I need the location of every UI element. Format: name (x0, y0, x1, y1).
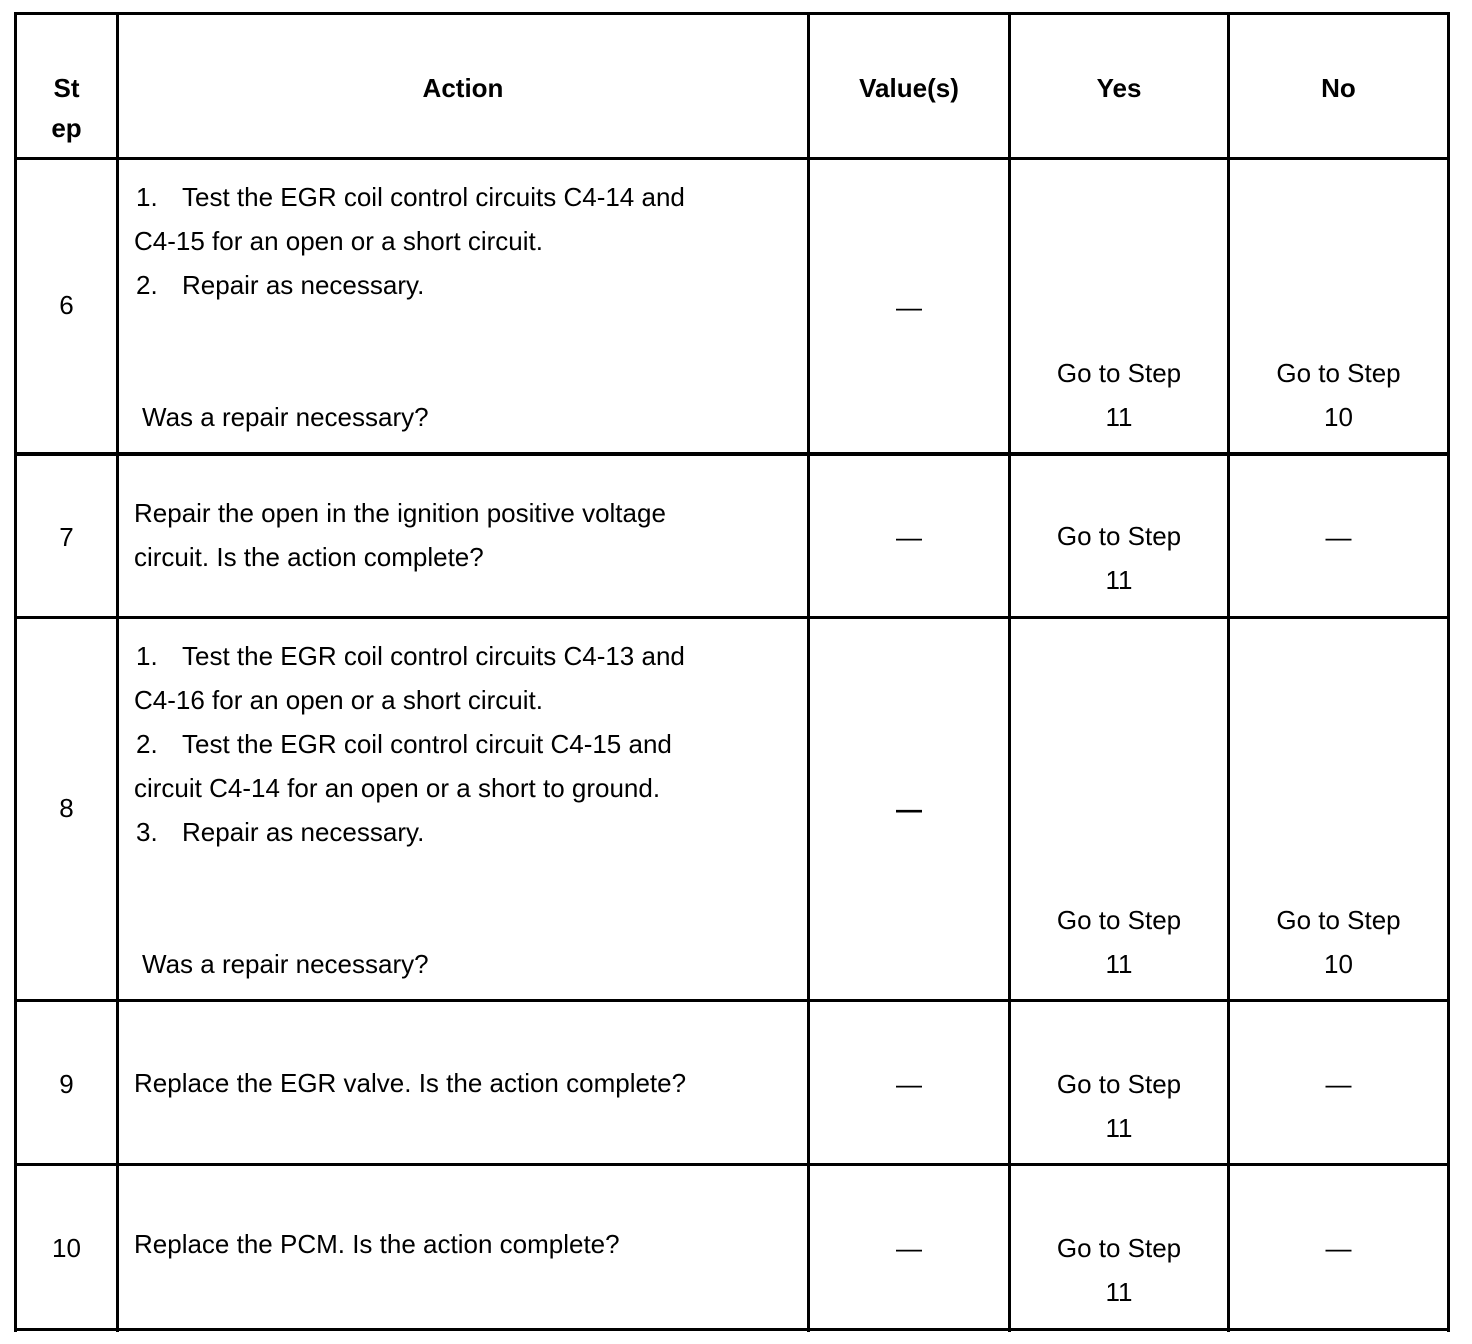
yes-cell: Go to Step 11 (1056, 1069, 1182, 1143)
no-cell: — (1325, 1233, 1352, 1263)
header-yes: Yes (1096, 73, 1142, 103)
value-cell: — (896, 1233, 922, 1263)
table-border-top (14, 12, 1450, 15)
no-cell: Go to Step 10 (1276, 358, 1401, 432)
yes-cell: Go to Step 11 (1056, 905, 1182, 979)
action-question: Was a repair necessary? (142, 402, 429, 432)
row-divider (14, 157, 1450, 160)
action-list (134, 175, 804, 307)
header-values: Value(s) (859, 73, 959, 103)
step-number: 10 (52, 1233, 81, 1263)
table-border-bottom (14, 1328, 1450, 1331)
row-divider (14, 616, 1450, 619)
step-number: 7 (59, 522, 74, 552)
list-item-continuation: circuit C4-14 for an open or a short to ground. (134, 773, 661, 803)
yes-cell: Go to Step 11 (1056, 1233, 1182, 1307)
value-cell: — (896, 522, 922, 552)
yes-cell: Go to Step 11 (1056, 358, 1182, 432)
yes-cell: Go to Step 11 (1056, 521, 1182, 595)
column-divider (807, 12, 810, 1332)
step-number: 8 (59, 793, 74, 823)
action-text: Repair the open in the ignition positive voltage circuit. Is the action complete? (134, 498, 666, 572)
action-text: Replace the EGR valve. Is the action complete? (134, 1068, 687, 1098)
step-number: 9 (59, 1069, 74, 1099)
no-cell: — (1325, 1069, 1352, 1099)
row-divider (14, 452, 1450, 456)
header-step: St ep (51, 73, 82, 143)
list-item: 2. Repair as necessary. (136, 270, 425, 300)
table-border-left (14, 12, 17, 1332)
value-cell: — (896, 794, 922, 824)
list-item: 2. Test the EGR coil control circuit C4-15 and (136, 729, 672, 759)
list-item: 3. Repair as necessary. (136, 817, 425, 847)
list-item-continuation: C4-15 for an open or a short circuit. (134, 226, 543, 256)
column-divider (116, 12, 119, 1332)
list-item: 1. Test the EGR coil control circuits C4-14 and (136, 182, 685, 212)
row-divider (14, 999, 1450, 1002)
action-list (134, 634, 804, 854)
value-cell: — (896, 1069, 922, 1099)
list-item: 1. Test the EGR coil control circuits C4-13 and (136, 641, 685, 671)
column-divider (1227, 12, 1230, 1332)
no-cell: Go to Step 10 (1276, 905, 1401, 979)
step-number: 6 (59, 290, 74, 320)
header-action: Action (422, 73, 504, 103)
list-item-continuation: C4-16 for an open or a short circuit. (134, 685, 543, 715)
diagnostic-table (14, 12, 1450, 1332)
row-divider (14, 1163, 1450, 1166)
action-text: Replace the PCM. Is the action complete? (134, 1229, 620, 1259)
no-cell: — (1325, 522, 1352, 552)
table-border-right (1447, 12, 1450, 1332)
action-question: Was a repair necessary? (142, 949, 429, 979)
header-no: No (1321, 73, 1356, 103)
value-cell: — (896, 292, 922, 322)
